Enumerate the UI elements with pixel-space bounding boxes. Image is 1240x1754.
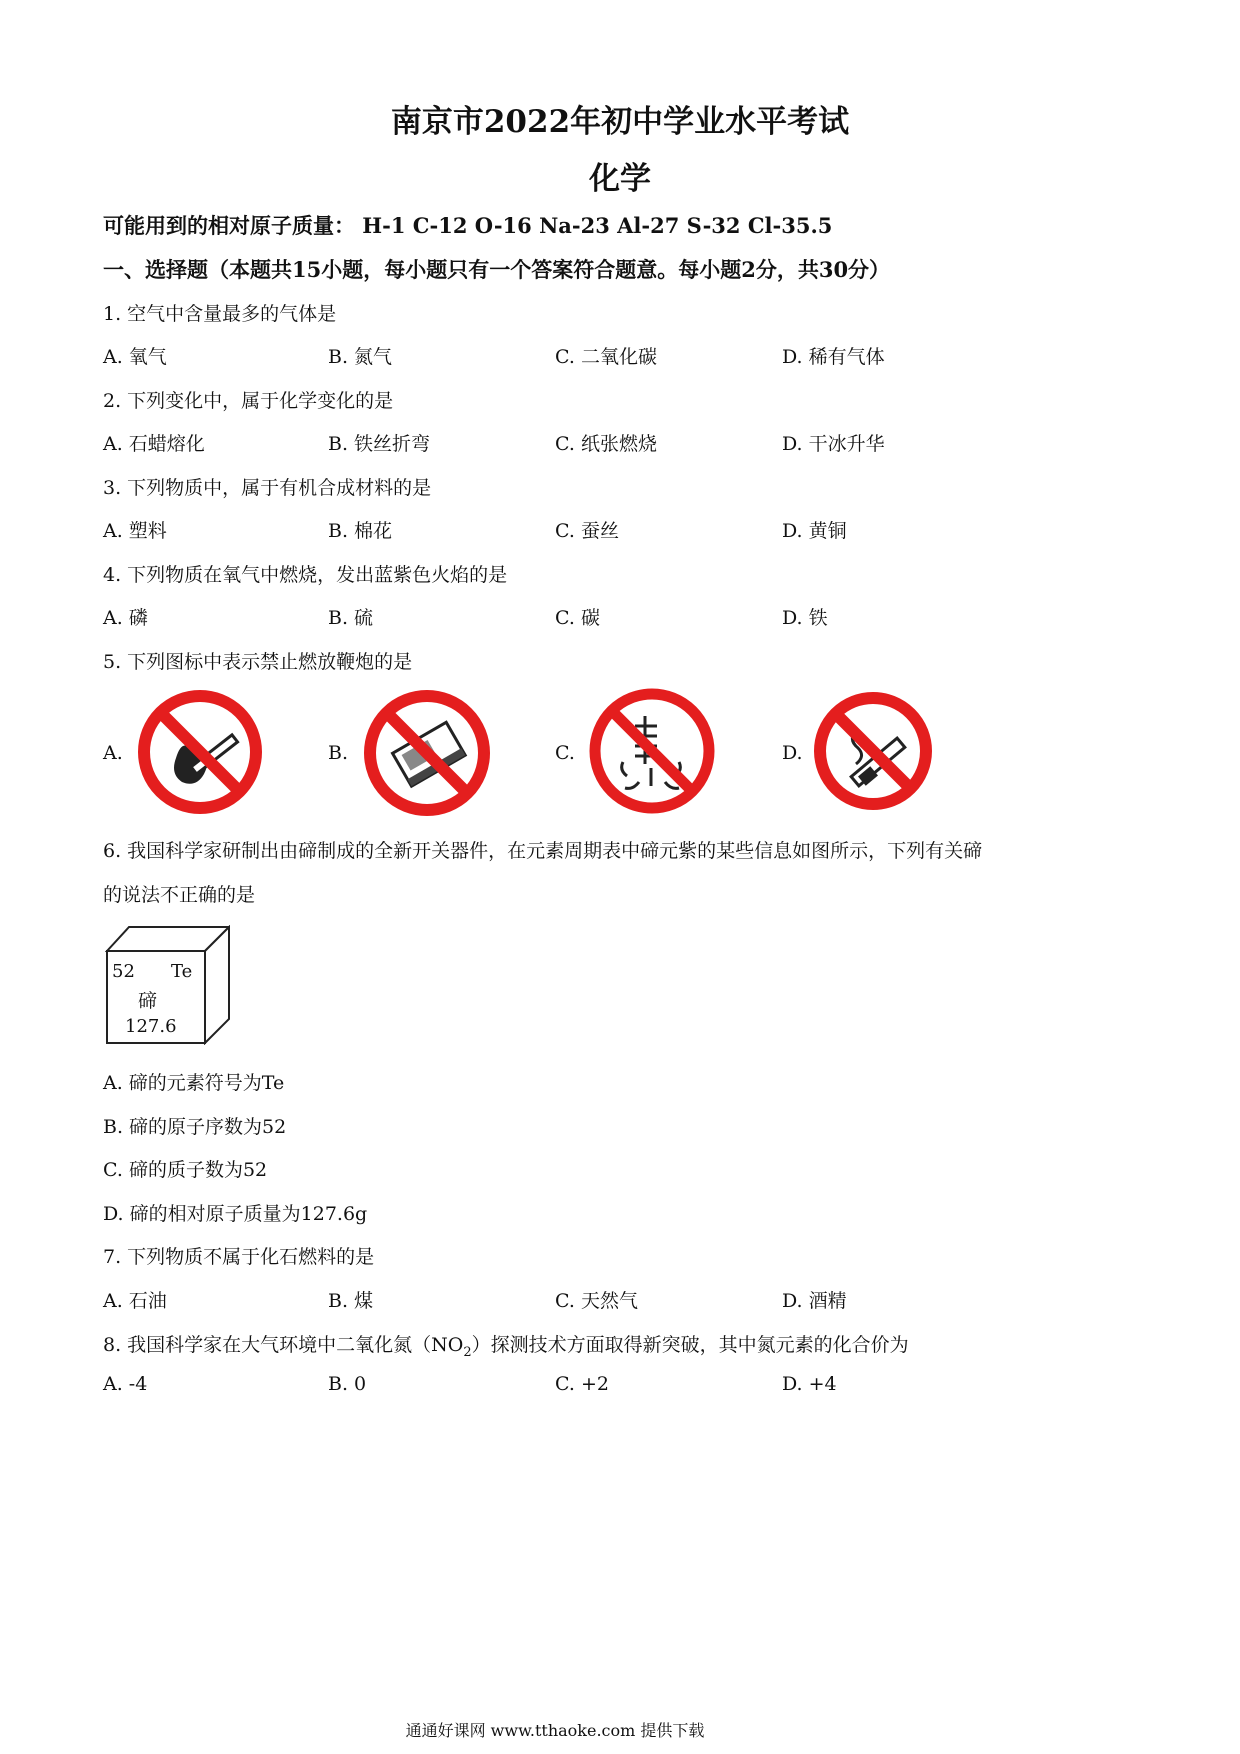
q8-option-b: B. 0 — [328, 1373, 367, 1395]
q5-option-c: C. — [555, 742, 575, 764]
no-smoking-flame-icon — [136, 688, 264, 816]
element-mass: 127.6 — [125, 1016, 177, 1037]
q7-option-c: C. 天然气 — [555, 1290, 638, 1312]
no-fireworks-icon — [587, 686, 717, 816]
q5-option-a: A. — [103, 742, 123, 764]
no-cigarette-icon — [812, 690, 934, 812]
q4-option-d: D. 铁 — [782, 607, 828, 629]
q3-option-b: B. 棉花 — [328, 520, 393, 542]
subject-title: 化学 — [589, 161, 651, 197]
question-8 — [103, 1330, 909, 1360]
q3-option-c: C. 蚕丝 — [555, 520, 619, 542]
element-cell — [105, 925, 230, 1045]
no-matches-icon — [362, 688, 492, 818]
q1-option-c: C. 二氧化碳 — [555, 346, 657, 368]
q5-option-b: B. — [328, 742, 349, 764]
question-1: 1. 空气中含量最多的气体是 — [103, 303, 337, 325]
q2-option-b: B. 铁丝折弯 — [328, 433, 431, 455]
q3-option-d: D. 黄铜 — [782, 520, 847, 542]
q3-option-a: A. 塑料 — [103, 520, 167, 542]
q6-option-b: B. 碲的原子序数为52 — [103, 1116, 287, 1138]
q8-option-a: A. -4 — [103, 1373, 148, 1395]
q4-option-a: A. 磷 — [103, 607, 148, 629]
question-5: 5. 下列图标中表示禁止燃放鞭炮的是 — [103, 651, 413, 673]
atomic-masses: 可能用到的相对原子质量： H-1 C-12 O-16 Na-23 Al-27 S-32 Cl-35.5 — [103, 213, 833, 238]
footer-download-note: 通通好课网 www.tthaoke.com 提供下载 — [405, 1721, 705, 1740]
q7-option-b: B. 煤 — [328, 1290, 374, 1312]
q6-option-c: C. 碲的质子数为52 — [103, 1159, 268, 1181]
question-3: 3. 下列物质中，属于有机合成材料的是 — [103, 477, 432, 499]
question-7: 7. 下列物质不属于化石燃料的是 — [103, 1246, 375, 1268]
q8-stem-pre: 8. 我国科学家在大气环境中二氧化氮（NO — [103, 1334, 464, 1356]
element-symbol: Te — [171, 961, 193, 982]
q1-option-b: B. 氮气 — [328, 346, 393, 368]
q2-option-d: D. 干冰升华 — [782, 433, 885, 455]
q6-option-a: A. 碲的元素符号为Te — [103, 1072, 285, 1094]
section-heading: 一、选择题（本题共15小题，每小题只有一个答案符合题意。每小题2分，共30分） — [103, 257, 891, 282]
question-6-line2: 的说法不正确的是 — [103, 884, 256, 906]
q5-option-d: D. — [782, 742, 803, 764]
exam-title: 南京市2022年初中学业水平考试 — [390, 104, 850, 140]
question-6-line1: 6. 我国科学家研制出由碲制成的全新开关器件，在元素周期表中碲元紫的某些信息如图所示，下列有关碲 — [103, 840, 983, 862]
q4-option-b: B. 硫 — [328, 607, 374, 629]
q8-option-c: C. +2 — [555, 1373, 609, 1395]
element-number: 52 — [112, 961, 135, 982]
question-2: 2. 下列变化中，属于化学变化的是 — [103, 390, 394, 412]
q4-option-c: C. 碳 — [555, 607, 600, 629]
q8-stem-post: ）探测技术方面取得新突破，其中氮元素的化合价为 — [471, 1334, 909, 1356]
q8-option-d: D. +4 — [782, 1373, 837, 1395]
q6-option-d: D. 碲的相对原子质量为127.6g — [103, 1203, 368, 1225]
q1-option-d: D. 稀有气体 — [782, 346, 885, 368]
question-4: 4. 下列物质在氧气中燃烧，发出蓝紫色火焰的是 — [103, 564, 508, 586]
q8-subscript: 2 — [463, 1344, 472, 1360]
q7-option-d: D. 酒精 — [782, 1290, 847, 1312]
q2-option-c: C. 纸张燃烧 — [555, 433, 657, 455]
q1-option-a: A. 氧气 — [103, 346, 167, 368]
q7-option-a: A. 石油 — [103, 1290, 167, 1312]
q2-option-a: A. 石蜡熔化 — [103, 433, 205, 455]
element-name: 碲 — [138, 990, 158, 1012]
